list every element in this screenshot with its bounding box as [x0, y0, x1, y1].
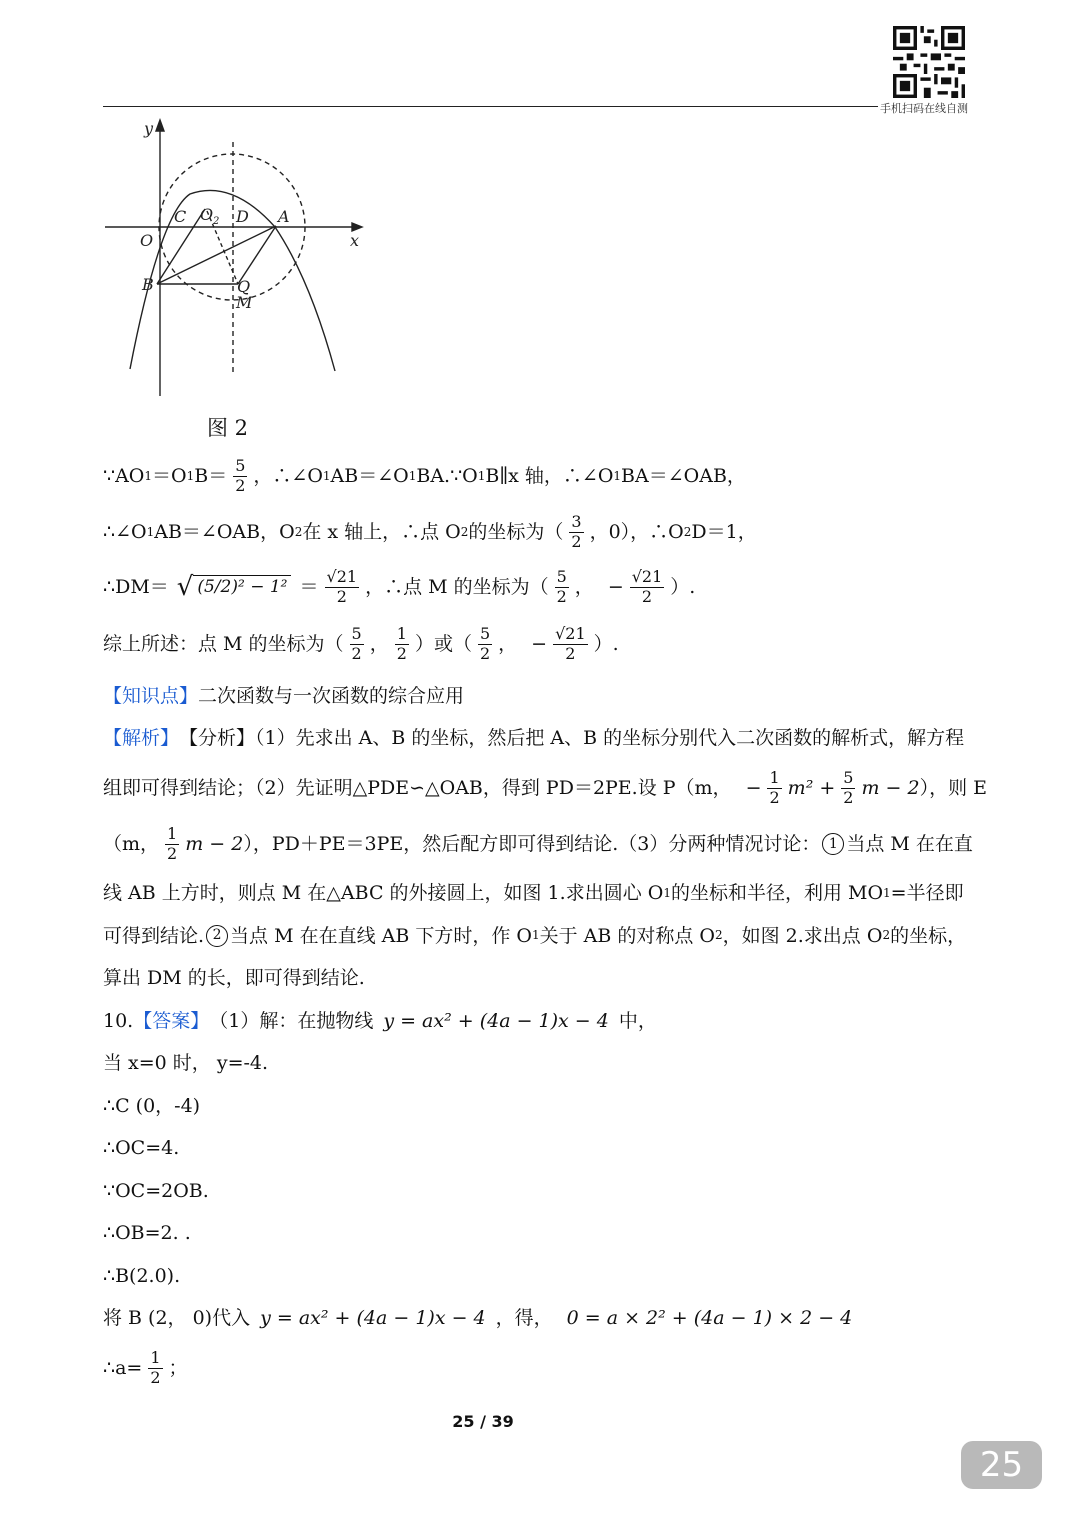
- answer-line-9: ∴a= $\frac{1}{2}$ ；: [103, 1348, 188, 1387]
- qr-code-icon: [893, 26, 965, 98]
- fraction: $\frac{5}{2}$: [235, 456, 246, 495]
- solution-line-1: ∵AO 1 ＝O 1 B＝ $\frac{5}{2}$ ，∴∠O 1 AB＝∠O 1 BA.∵O 1 B∥x 轴，∴∠O 1 BA＝∠OAB，: [103, 456, 746, 495]
- figure-label-o: O: [140, 231, 154, 250]
- page-badge[interactable]: 25: [961, 1441, 1042, 1489]
- analysis-line-4: 线 AB 上方时，则点 M 在△ABC 的外接圆上，如图 1.求出圆心 O 1 的坐标和半径，利用 MO 1 =半径即: [103, 882, 964, 904]
- circled-number: 1: [822, 833, 844, 855]
- answer-line-2: 当 x=0 时， y=-4.: [103, 1052, 269, 1074]
- fraction: $\frac{5}{2}$: [556, 567, 567, 606]
- figure-label-o2-sub: 2: [213, 216, 220, 227]
- analysis-line-3: （m， $\frac{1}{2}$ m − 2 ），PD＋PE＝3PE，然后配方即可得到结论.（3）分两种情况讨论： 1 当点 M 在在直: [103, 824, 973, 863]
- fraction: $\frac{√21}{2}$: [326, 567, 358, 606]
- answer-line-8: 将 B (2， 0)代入 y = ax² + (4a − 1)x − 4 ，得， 0 = a × 2² + (4a − 1) × 2 − 4: [103, 1307, 853, 1329]
- answer-line-7: ∴B(2.0).: [103, 1265, 181, 1287]
- figure-label-x: x: [350, 231, 360, 250]
- solution-line-4: 综上所述：点 M 的坐标为（ $\frac{5}{2}$ ， $\frac{1}{2}$ ）或（ $\frac{5}{2}$ ， − $\frac{√21}{2}$ ）.: [103, 624, 619, 663]
- qr-caption: 手机扫码在线自测: [880, 102, 968, 115]
- fraction: $\frac{5}{2}$: [479, 624, 491, 663]
- analysis-tag: 【解析】: [103, 727, 180, 749]
- answer-line-6: ∴OB=2. .: [103, 1222, 191, 1244]
- answer-line-1: 10. 【答案】 （1）解：在抛物线 y = ax² + (4a − 1)x − 4 中，: [103, 1010, 657, 1032]
- figure-label-o2: O: [200, 205, 214, 224]
- fraction: $\frac{5}{2}$: [351, 624, 362, 663]
- figure-label-c: C: [174, 207, 187, 226]
- fraction: $\frac{1}{2}$: [769, 768, 780, 807]
- figure-label-b: B: [142, 275, 154, 294]
- fraction: $\frac{√21}{2}$: [555, 624, 586, 663]
- analysis-line-2: 组即可得到结论；（2）先证明△PDE∽△OAB，得到 PD＝2PE.设 P（m， − $\frac{1}{2}$ m² + $\frac{5}{2}$ m − 2 ），则 E: [103, 768, 987, 807]
- fraction: $\frac{1}{2}$: [150, 1348, 161, 1387]
- geometry-figure: [100, 114, 370, 399]
- figure-caption: 图 2: [207, 416, 249, 440]
- answer-tag: 【答案】: [133, 1010, 210, 1032]
- header-rule: [103, 106, 878, 107]
- fraction: $\frac{5}{2}$: [843, 768, 854, 807]
- analysis-line-5: 可得到结论. 2 当点 M 在在直线 AB 下方时，作 O 1 关于 AB 的对称点 O 2 ，如图 2.求出点 O 2 的坐标，: [103, 924, 967, 947]
- knowledge-point: 【知识点】 二次函数与一次函数的综合应用: [103, 685, 465, 707]
- analysis-line-6: 算出 DM 的长，即可得到结论.: [103, 967, 365, 989]
- figure-label-m: M: [236, 293, 253, 312]
- solution-line-3: ∴DM＝ √ (5/2)² − 1² ＝ $\frac{√21}{2}$ ，∴点 M 的坐标为（ $\frac{5}{2}$ ， − $\frac{√21}{2}$ ）.: [103, 567, 696, 606]
- fraction: $\frac{√21}{2}$: [631, 567, 663, 606]
- fraction: $\frac{1}{2}$: [167, 824, 178, 863]
- analysis-line-1: 【解析】 【分析】（1）先求出 A、B 的坐标，然后把 A、B 的坐标分别代入二次函数的解析式，解方程: [103, 727, 965, 749]
- answer-line-5: ∵OC=2OB.: [103, 1180, 209, 1202]
- figure-label-d: D: [236, 207, 249, 226]
- circled-number: 2: [206, 925, 228, 947]
- knowledge-tag: 【知识点】: [103, 685, 199, 707]
- fraction: $\frac{1}{2}$: [396, 624, 407, 663]
- solution-line-2: ∴∠O 1 AB＝∠OAB，O 2 在 x 轴上，∴点 O 2 的坐标为（ $\frac{3}{2}$ ，0），∴O 2 D＝1，: [103, 512, 757, 551]
- figure-label-a: A: [278, 207, 290, 226]
- page-number: 25 / 39: [452, 1412, 514, 1431]
- answer-line-3: ∴C (0，-4): [103, 1095, 201, 1117]
- figure-label-q: Q: [237, 277, 251, 296]
- figure-label-y: y: [144, 119, 154, 138]
- answer-line-4: ∴OC=4.: [103, 1137, 180, 1159]
- fraction: $\frac{3}{2}$: [571, 512, 582, 551]
